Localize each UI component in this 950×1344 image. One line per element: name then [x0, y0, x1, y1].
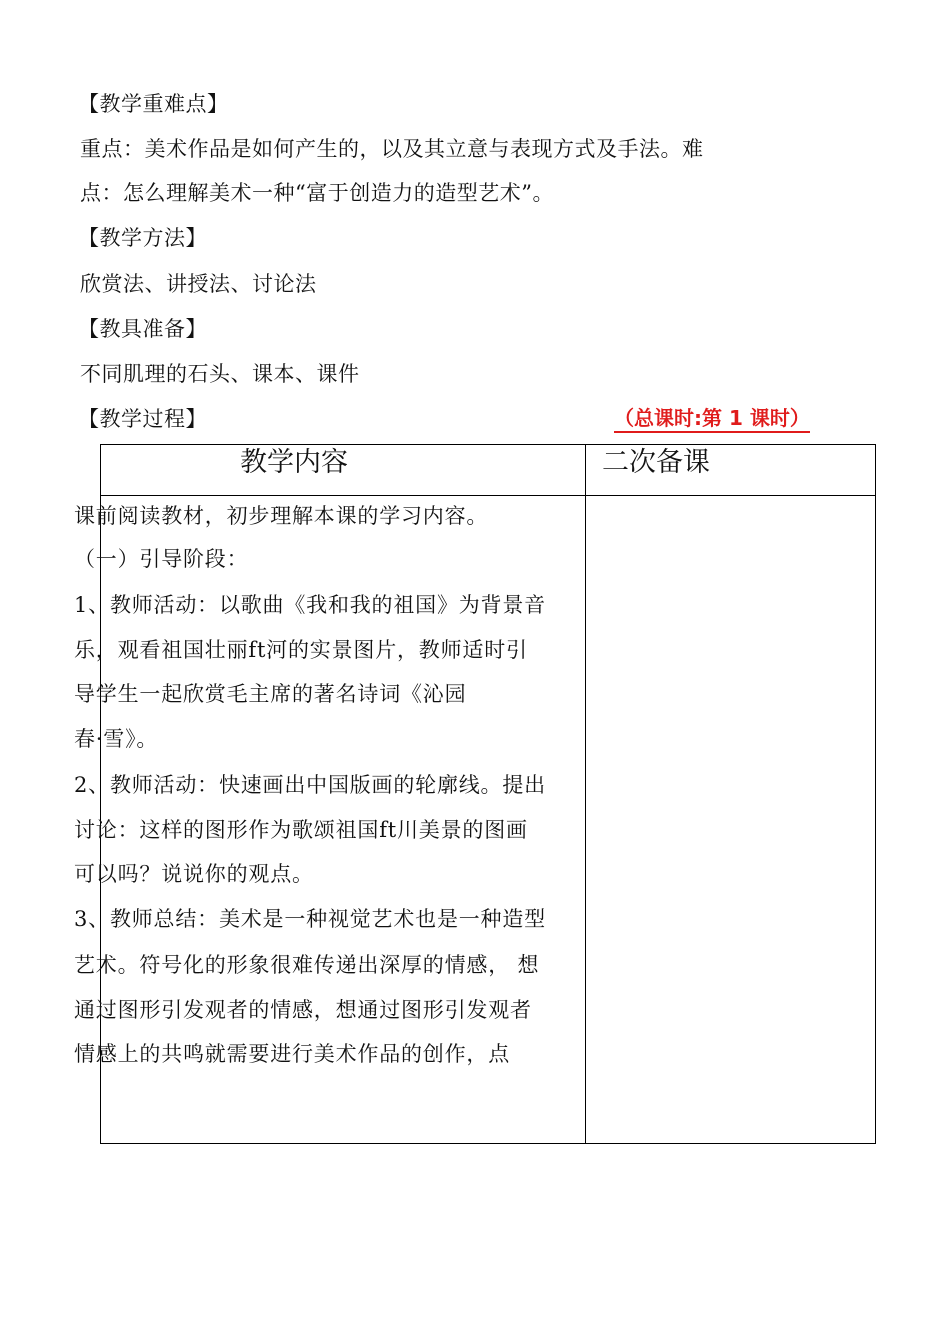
content-line: 1、教师活动：以歌曲《我和我的祖国》为背景音: [74, 593, 546, 617]
methods-heading: 【教学方法】: [78, 226, 207, 250]
content-line: 春·雪》。: [74, 727, 159, 751]
materials-text: 不同肌理的石头、课本、课件: [80, 362, 360, 386]
content-line: 导学生一起欣赏毛主席的著名诗词《沁园: [74, 682, 467, 706]
column-header-notes: 二次备课: [602, 447, 710, 478]
process-heading: 【教学过程】: [78, 407, 207, 431]
column-header-content: 教学内容: [240, 447, 348, 478]
key-points-heading: 【教学重难点】: [78, 92, 229, 116]
lesson-count-suffix-underlined: 课时）: [749, 406, 810, 430]
content-line: 课前阅读教材，初步理解本课的学习内容。: [74, 504, 489, 528]
key-points-line-2: 点：怎么理解美术一种“富于创造力的造型艺术”。: [80, 181, 554, 205]
content-line: 讨论：这样的图形作为歌颂祖国ft川美景的图画: [74, 818, 528, 842]
content-line: 2、教师活动：快速画出中国版画的轮廓线。提出: [74, 773, 546, 797]
lesson-count-underlined: [614, 406, 810, 433]
key-points-line-1: 重点：美术作品是如何产生的，以及其立意与表现方式及手法。难: [80, 137, 704, 161]
materials-heading: 【教具准备】: [78, 317, 207, 341]
content-line: 可以吗？说说你的观点。: [74, 862, 314, 886]
lesson-count-label: [614, 404, 810, 432]
content-line: 乐，观看祖国壮丽ft河的实景图片，教师适时引: [74, 638, 528, 662]
content-line: 情感上的共鸣就需要进行美术作品的创作，点: [74, 1042, 510, 1066]
lesson-count-number: 1: [722, 406, 750, 430]
lesson-count-prefix: （总课时:第: [614, 406, 722, 430]
content-line: 通过图形引发观者的情感，想通过图形引发观者: [74, 998, 532, 1022]
content-line: （一）引导阶段：: [74, 547, 249, 571]
methods-text: 欣赏法、讲授法、讨论法: [80, 272, 317, 296]
table-header-divider: [100, 495, 876, 496]
content-line: 艺术。符号化的形象很难传递出深厚的情感， 想: [74, 953, 540, 977]
content-line: 3、教师总结：美术是一种视觉艺术也是一种造型: [74, 907, 546, 931]
table-column-divider: [585, 444, 586, 1144]
